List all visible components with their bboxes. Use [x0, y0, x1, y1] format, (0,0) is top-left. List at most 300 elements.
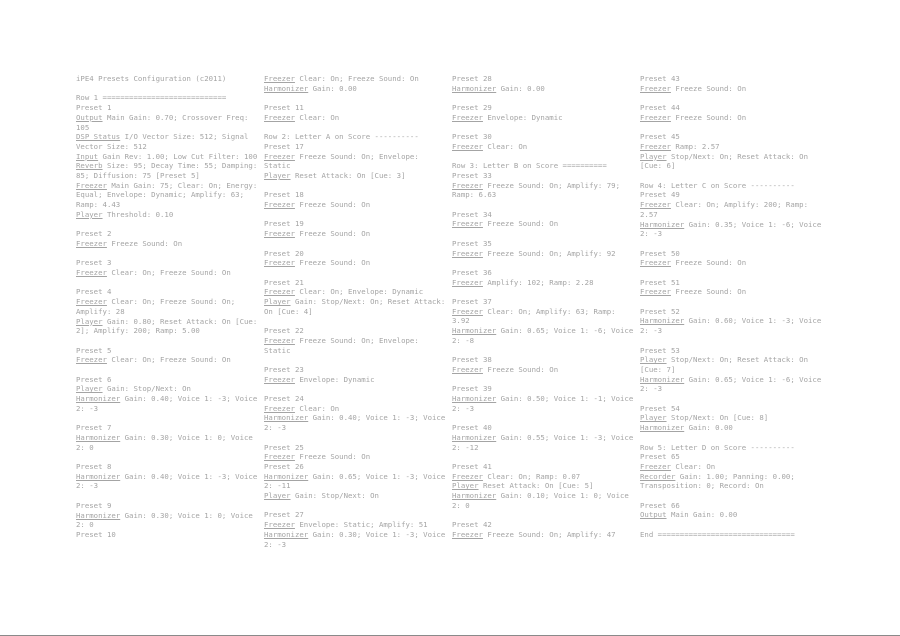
module-settings: Envelope: Static; Amplify: 51 [294, 520, 428, 530]
module-settings: Clear: On; Amplify: 200; Ramp: 2.57 [640, 200, 813, 219]
module-settings: Freeze Sound: On [670, 287, 747, 297]
module-name: Freezer [264, 403, 295, 413]
module-name: Player [264, 491, 291, 501]
module-name: Freezer [264, 374, 295, 384]
text-line: Preset 50 [640, 248, 680, 258]
module-settings: Gain: 0.30; Voice 1: 0; Voice 2: 0 [76, 432, 258, 452]
module-settings: Freeze Sound: On; Amplify: 92 [482, 248, 616, 258]
module-settings: Gain: 0.30; Voice 1: 0; Voice 2: 0 [76, 510, 258, 530]
text-line [264, 268, 448, 278]
module-name: Harmonizer [76, 471, 121, 481]
module-settings: Freeze Sound: On; Amplify: 47 [482, 529, 616, 539]
text-line [264, 501, 448, 511]
module-settings: Gain: 0.60; Voice 1: -3; Voice 2: -3 [640, 316, 826, 336]
text-line [452, 375, 636, 385]
text-line [264, 84, 448, 94]
module-settings: Freeze Sound: On; Amplify: 79; Ramp: 6.63 [452, 180, 625, 200]
text-line: Preset 39 [452, 384, 492, 394]
text-line [452, 510, 636, 520]
text-line: Preset 66 [640, 500, 680, 510]
text-line [76, 355, 260, 365]
text-line: Preset 35 [452, 238, 492, 248]
text-line: Preset 65 [640, 452, 680, 462]
text-line [640, 268, 824, 278]
module-settings: Freeze Sound: On [294, 258, 371, 268]
text-line [264, 287, 448, 297]
text-line [640, 287, 824, 297]
text-line [76, 278, 260, 288]
text-line: Preset 22 [264, 326, 304, 336]
text-line [640, 336, 824, 346]
module-name: Freezer [452, 248, 483, 258]
module-name: Output [640, 510, 667, 520]
module-settings: I/O Vector Size: 512; Signal Vector Size: 512 [76, 132, 253, 151]
module-settings: Clear: On; Ramp: 0.07 [482, 471, 581, 481]
text-line [264, 375, 448, 385]
module-name: Freezer [264, 287, 295, 297]
module-name: Player [264, 297, 291, 307]
text-line [640, 152, 824, 171]
text-line: Row 2: Letter A on Score ---------- [264, 132, 419, 142]
module-name: Freezer [640, 258, 671, 268]
module-settings: Envelope: Dynamic [482, 112, 563, 122]
text-line [76, 365, 260, 375]
text-line: Preset 51 [640, 277, 680, 287]
text-line: Row 3: Letter B on Score ========== [452, 161, 607, 171]
module-name: Harmonizer [452, 394, 497, 404]
text-line: iPE4 Presets Configuration (c2011) [76, 74, 227, 83]
module-settings: Clear: On [294, 403, 340, 413]
text-line [76, 491, 260, 501]
text-line [640, 375, 824, 394]
text-line [264, 74, 448, 84]
text-line [452, 481, 636, 491]
text-line [76, 384, 260, 394]
module-name: Freezer [640, 461, 671, 471]
text-line: Preset 49 [640, 190, 680, 200]
text-line: Preset 9 [76, 500, 112, 510]
text-line: Preset 6 [76, 374, 112, 384]
module-settings: Gain: Stop/Next: On; Reset Attack: On [Cue: 4] [264, 297, 450, 316]
module-settings: Clear: On [294, 112, 340, 122]
text-line [264, 384, 448, 394]
module-settings: Gain Rev: 1.00; Low Cut Filter: 100 [98, 151, 258, 161]
module-name: Freezer [264, 200, 295, 210]
module-name: Harmonizer [452, 83, 497, 93]
text-line [264, 316, 448, 326]
module-settings: Freeze Sound: On [294, 229, 371, 239]
text-line [452, 113, 636, 123]
text-line: Preset 42 [452, 520, 492, 530]
module-name: Freezer [264, 335, 295, 345]
module-settings: Freeze Sound: On [294, 452, 371, 462]
text-line [640, 200, 824, 219]
text-line [76, 268, 260, 278]
module-settings: Freeze Sound: On; Envelope: Static [264, 151, 424, 171]
module-settings: Clear: On; Freeze Sound: On; Amplify: 28 [76, 297, 240, 316]
text-line: Preset 3 [76, 258, 112, 268]
module-name: Harmonizer [264, 83, 309, 93]
module-name: Freezer [452, 306, 483, 316]
module-settings: Freeze Sound: On [482, 364, 559, 374]
module-name: Freezer [264, 229, 295, 239]
text-line [452, 93, 636, 103]
text-line [76, 84, 260, 94]
text-line [264, 210, 448, 220]
module-name: Player [640, 413, 667, 423]
text-line: Preset 20 [264, 248, 304, 258]
module-name: Player [76, 316, 103, 326]
text-line [264, 200, 448, 210]
text-line: Preset 28 [452, 74, 492, 83]
module-settings: Gain: 0.00 [684, 423, 733, 433]
text-line: Preset 30 [452, 132, 492, 142]
module-settings: Size: 95; Decay Time: 55; Damping: 85; Diffusion: 75 [Preset 5] [76, 161, 262, 181]
module-settings: Gain: 0.55; Voice 1: -3; Voice 2: -12 [452, 432, 638, 452]
text-line: Preset 26 [264, 461, 304, 471]
text-line: Preset 43 [640, 74, 680, 83]
text-line [264, 472, 448, 491]
text-line [452, 307, 636, 326]
text-line: Preset 33 [452, 170, 492, 180]
module-name: Player [452, 481, 479, 491]
module-settings: Freeze Sound: On [482, 219, 559, 229]
module-settings: Gain: 0.80; Reset Attack: On [Cue: 2]; Amplify: 200; Ramp: 5.00 [76, 316, 262, 336]
text-line [640, 472, 824, 491]
text-line [452, 142, 636, 152]
text-line [76, 249, 260, 259]
text-line [640, 423, 824, 433]
module-settings: Stop/Next: On; Reset Attack: On [Cue: 6] [640, 151, 813, 171]
module-settings: Clear: On; Amplify: 63; Ramp: 3.92 [452, 306, 621, 326]
text-line [76, 220, 260, 230]
text-line [640, 520, 824, 530]
text-line [76, 152, 260, 162]
module-settings: Freeze Sound: On; Envelope: Static [264, 335, 424, 355]
text-line [452, 433, 636, 452]
text-line: Preset 53 [640, 345, 680, 355]
module-settings: Gain: 0.40; Voice 1: -3; Voice 2: -3 [76, 394, 262, 413]
module-name: Reverb [76, 161, 103, 171]
text-line [264, 336, 448, 355]
module-settings: Clear: On [670, 461, 716, 471]
text-line: Row 5: Letter D on Score ---------- [640, 442, 795, 452]
text-line [76, 414, 260, 424]
text-line: Preset 21 [264, 277, 304, 287]
text-line [640, 355, 824, 374]
text-line [640, 462, 824, 472]
text-line [640, 258, 824, 268]
text-line [264, 413, 448, 432]
module-name: Freezer [76, 238, 107, 248]
module-name: Freezer [264, 452, 295, 462]
module-name: Input [76, 151, 99, 161]
text-line [264, 152, 448, 171]
module-name: Harmonizer [452, 326, 497, 336]
text-line: Preset 23 [264, 364, 304, 374]
module-settings: Gain: 0.00 [496, 83, 545, 93]
module-name: Harmonizer [640, 219, 685, 229]
module-name: Freezer [640, 112, 671, 122]
text-line [76, 394, 260, 413]
module-settings: Stop/Next: On; Reset Attack: On [Cue: 7] [640, 355, 813, 374]
module-name: Freezer [640, 200, 671, 210]
text-line [76, 297, 260, 316]
module-name: Freezer [264, 112, 295, 122]
text-line: Preset 25 [264, 442, 304, 452]
text-line [452, 258, 636, 268]
text-line: Preset 18 [264, 190, 304, 200]
text-line: Preset 11 [264, 103, 304, 113]
text-line: Preset 45 [640, 132, 680, 142]
module-settings: Gain: 0.00 [308, 83, 357, 93]
module-name: Harmonizer [640, 316, 685, 326]
text-column-3 [452, 74, 636, 540]
text-line [452, 229, 636, 239]
module-settings: Gain: 0.65; Voice 1: -3; Voice 2: -11 [264, 471, 450, 491]
text-line [76, 161, 260, 180]
module-name: Recorder [640, 471, 676, 481]
text-line [264, 113, 448, 123]
text-line [640, 123, 824, 133]
text-line [452, 181, 636, 200]
module-settings: Gain: 0.30; Voice 1: -3; Voice 2: -3 [264, 529, 450, 549]
module-name: Freezer [452, 529, 483, 539]
text-line [452, 452, 636, 462]
module-name: Freezer [452, 180, 483, 190]
text-line [264, 93, 448, 103]
text-line [264, 171, 448, 181]
module-settings: Clear: On; Freeze Sound: On [106, 268, 231, 278]
text-line [264, 297, 448, 316]
text-line: Preset 7 [76, 423, 112, 433]
module-name: Freezer [640, 83, 671, 93]
module-settings: Gain: 0.40; Voice 1: -3; Voice 2: -3 [76, 471, 262, 491]
text-line [452, 394, 636, 413]
text-line [640, 113, 824, 123]
text-line [640, 510, 824, 520]
module-settings: Freeze Sound: On [670, 258, 747, 268]
text-line [76, 336, 260, 346]
text-line [76, 511, 260, 530]
text-line [264, 355, 448, 365]
module-name: Harmonizer [264, 471, 309, 481]
module-name: Player [640, 151, 667, 161]
text-column-4 [640, 74, 824, 540]
module-name: Freezer [452, 277, 483, 287]
text-line [452, 84, 636, 94]
text-line [452, 365, 636, 375]
module-settings: Gain: 0.50; Voice 1: -1; Voice 2: -3 [452, 394, 638, 413]
module-name: Freezer [76, 268, 107, 278]
text-line [452, 491, 636, 510]
module-name: Freezer [264, 74, 295, 83]
text-line [452, 278, 636, 288]
module-name: Harmonizer [264, 529, 309, 539]
text-line [264, 530, 448, 549]
module-name: Harmonizer [76, 432, 121, 442]
module-name: Freezer [264, 151, 295, 161]
text-line [452, 123, 636, 133]
text-line [640, 171, 824, 181]
module-name: Harmonizer [452, 491, 497, 501]
module-settings: Ramp: 2.57 [670, 141, 720, 151]
text-line [264, 491, 448, 501]
text-column-2 [264, 74, 448, 549]
module-settings: Gain: 0.65; Voice 1: -6; Voice 2: -8 [452, 326, 638, 345]
text-line: Preset 36 [452, 267, 492, 277]
module-settings: Envelope: Dynamic [294, 374, 375, 384]
text-line [640, 84, 824, 94]
text-line: Row 1 ============================ [76, 93, 227, 103]
text-line [264, 239, 448, 249]
text-line [452, 200, 636, 210]
module-name: Freezer [264, 258, 295, 268]
module-settings: Gain: 0.10; Voice 1: 0; Voice 2: 0 [452, 491, 634, 510]
module-settings: Gain: Stop/Next: On [290, 491, 379, 501]
text-line [264, 520, 448, 530]
module-name: Freezer [452, 141, 483, 151]
module-settings: Gain: Stop/Next: On [102, 384, 191, 394]
text-line [640, 413, 824, 423]
text-line [76, 239, 260, 249]
module-settings: Clear: On; Envelope: Dynamic [294, 287, 424, 297]
text-line [264, 404, 448, 414]
text-line [76, 433, 260, 452]
module-name: Player [264, 171, 291, 180]
text-line: Preset 17 [264, 141, 304, 151]
text-line: Preset 24 [264, 394, 304, 404]
text-line [264, 433, 448, 443]
text-line [452, 413, 636, 423]
text-line [76, 472, 260, 491]
module-name: DSP Status [76, 132, 121, 142]
text-line [452, 326, 636, 345]
text-line: Preset 1 [76, 103, 112, 113]
module-name: Freezer [452, 112, 483, 122]
module-settings: Main Gain: 0.00 [666, 510, 738, 520]
module-settings: Gain: 0.35; Voice 1: -6; Voice 2: -3 [640, 219, 826, 239]
text-line [264, 123, 448, 133]
text-line [640, 220, 824, 239]
text-line [76, 210, 260, 220]
module-name: Harmonizer [640, 374, 685, 384]
text-line [640, 142, 824, 152]
text-line: Preset 34 [452, 209, 492, 219]
text-line: Preset 5 [76, 345, 112, 355]
text-line [264, 181, 448, 191]
module-settings: Clear: On [482, 141, 528, 151]
module-settings: Freeze Sound: On [294, 200, 371, 210]
text-line: Preset 2 [76, 229, 112, 239]
module-settings: Freeze Sound: On [670, 83, 747, 93]
text-line: End =============================== [640, 529, 795, 539]
module-settings: Reset Attack: On [Cue: 3] [290, 171, 406, 180]
module-name: Freezer [76, 297, 107, 307]
module-settings: Gain: 0.40; Voice 1: -3; Voice 2: -3 [264, 413, 450, 433]
text-line [264, 258, 448, 268]
text-line [640, 433, 824, 443]
text-line [76, 181, 260, 210]
text-line: Preset 38 [452, 355, 492, 365]
text-line: Preset 37 [452, 297, 492, 307]
module-settings: Gain: 1.00; Panning: 0.00; Transposition: 0; Record: On [640, 471, 800, 491]
text-line [452, 346, 636, 356]
module-settings: Freeze Sound: On [106, 238, 183, 248]
text-line: Preset 8 [76, 462, 112, 471]
module-name: Freezer [452, 364, 483, 374]
module-name: Harmonizer [76, 394, 121, 404]
text-line [640, 239, 824, 249]
text-line [76, 452, 260, 462]
text-line [452, 472, 636, 482]
text-line: Preset 52 [640, 306, 680, 316]
text-line [264, 229, 448, 239]
module-settings: Gain: 0.65; Voice 1: -6; Voice 2: -3 [640, 374, 826, 394]
module-settings: Main Gain: 75; Clear: On; Energy: Equal; Envelope: Dynamic; Amplify: 63; Ramp: 4.43 [76, 180, 262, 210]
module-settings: Clear: On; Freeze Sound: On [106, 355, 231, 365]
module-settings: Threshold: 0.10 [102, 209, 174, 219]
text-line: Preset 44 [640, 103, 680, 113]
text-line: Preset 40 [452, 423, 492, 433]
module-name: Freezer [452, 471, 483, 481]
module-name: Output [76, 112, 103, 122]
text-line [452, 287, 636, 297]
text-line: Preset 4 [76, 287, 112, 297]
text-line [640, 394, 824, 404]
text-line: Preset 54 [640, 403, 680, 413]
module-name: Harmonizer [640, 423, 685, 433]
text-line [640, 93, 824, 103]
text-line [76, 132, 260, 151]
module-name: Freezer [640, 141, 671, 151]
text-line: Preset 10 [76, 529, 116, 539]
text-line [452, 219, 636, 229]
text-line [76, 113, 260, 132]
text-line [640, 491, 824, 501]
text-line [452, 530, 636, 540]
module-name: Freezer [452, 219, 483, 229]
module-name: Freezer [264, 520, 295, 530]
module-settings: Main Gain: 0.70; Crossover Freq: 105 [76, 112, 253, 132]
text-line: Row 4: Letter C on Score ---------- [640, 180, 795, 190]
module-settings: Stop/Next: On [Cue: 8] [666, 413, 769, 423]
text-line: Preset 19 [264, 219, 304, 229]
text-line [640, 297, 824, 307]
module-name: Freezer [76, 355, 107, 365]
module-settings: Reset Attack: On [Cue: 5] [478, 481, 594, 491]
text-line: Preset 27 [264, 510, 304, 520]
module-name: Harmonizer [264, 413, 309, 423]
module-name: Freezer [640, 287, 671, 297]
text-line [452, 152, 636, 162]
module-name: Player [76, 384, 103, 394]
text-line: Preset 29 [452, 103, 492, 113]
text-line: Preset 41 [452, 461, 492, 471]
module-settings: Amplify: 102; Ramp: 2.28 [482, 277, 594, 287]
module-name: Player [76, 209, 103, 219]
module-settings: Clear: On; Freeze Sound: On [294, 74, 419, 83]
text-column-1 [76, 74, 260, 540]
text-line [76, 317, 260, 336]
module-settings: Freeze Sound: On [670, 112, 747, 122]
module-name: Harmonizer [452, 432, 497, 442]
text-line [264, 452, 448, 462]
module-name: Player [640, 355, 667, 365]
module-name: Freezer [76, 180, 107, 190]
text-line [452, 249, 636, 259]
text-line [640, 316, 824, 335]
